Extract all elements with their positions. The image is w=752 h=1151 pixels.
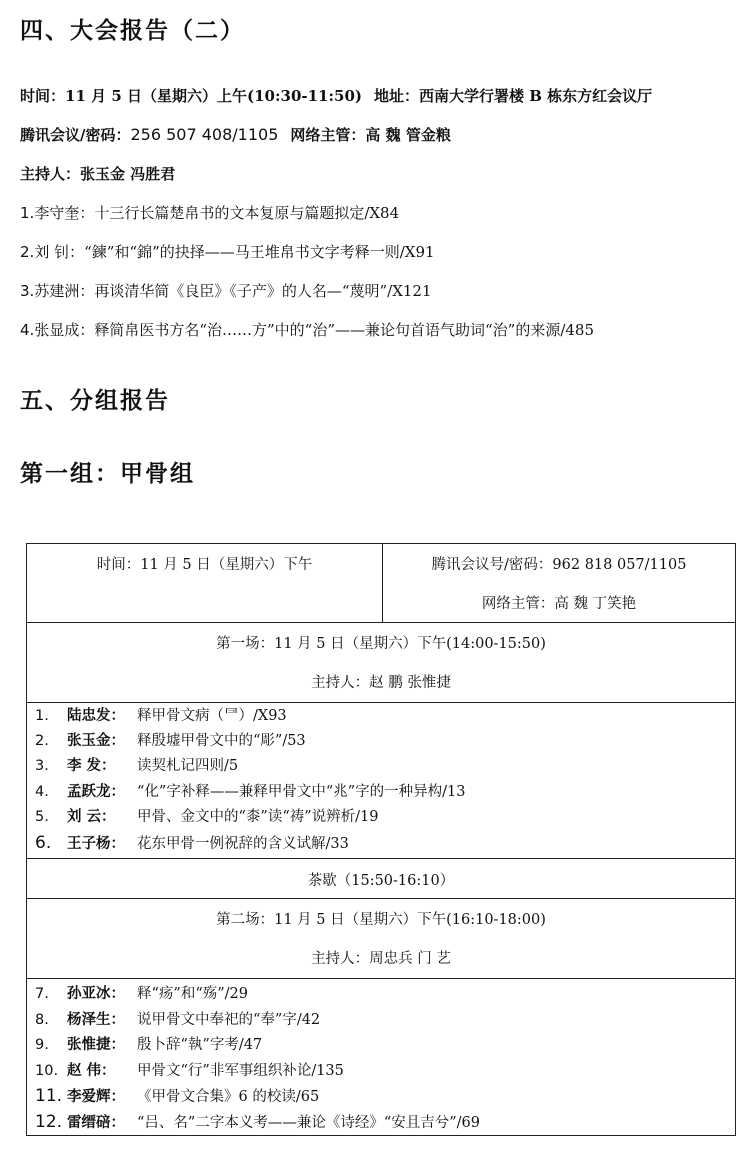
table-time: 时间：11 月 5 日（星期六）下午 [96, 557, 313, 573]
tencent-label: 腾讯会议/密码： [20, 126, 131, 144]
table-tencent: 腾讯会议号/密码：962 818 057/1105 [431, 557, 687, 573]
paper-title: 说甲骨文中奉祀的“奉”字/42 [137, 1012, 321, 1028]
item-number: 3. [35, 758, 49, 774]
session1-header-row [27, 623, 735, 703]
session1-title: 第一场：11 月 5 日（星期六）下午(14:00-15:50) [216, 636, 546, 652]
tencent-line [20, 124, 451, 145]
paper-title: 甲骨文“行”非军事组织补论/135 [137, 1063, 344, 1079]
list-item [35, 830, 349, 856]
address-label: 地址： [373, 87, 419, 105]
list-item [35, 1083, 319, 1109]
network-label: 网络主管： [290, 126, 366, 144]
item-number: 5. [35, 809, 49, 825]
list-item [35, 1007, 320, 1033]
report-item-2 [20, 241, 435, 262]
speaker-name: 赵 伟： [67, 1062, 116, 1079]
report-text: 苏建洲：再谈清华简《良臣》《子产》的人名—“蔑明”/X121 [34, 282, 432, 300]
session1-host: 主持人：赵 鹏 张惟捷 [311, 675, 451, 691]
list-item [35, 779, 466, 805]
paper-title: 释甲骨文病（⺜）/X93 [137, 708, 287, 724]
break-row [27, 859, 735, 899]
host-label: 主持人： [20, 165, 81, 183]
paper-title: 释“疡”和“殇”/29 [137, 986, 248, 1002]
section-heading-plenary: 四、大会报告（二） [20, 17, 245, 44]
report-number: 2. [20, 243, 35, 261]
session2-list [27, 979, 735, 1135]
report-text: 刘 钊：“鍊”和“錦”的抉择——马王堆帛书文字考释一则/X91 [34, 243, 435, 261]
table-network: 网络主管：高 魏 丁笑艳 [481, 596, 637, 612]
speaker-name: 张玉金： [67, 732, 125, 749]
item-number: 1. [35, 708, 49, 724]
host-value: 张玉金 冯胜君 [80, 165, 176, 183]
item-number: 9. [35, 1037, 49, 1053]
item-number: 7. [35, 986, 49, 1002]
speaker-name: 杨泽生： [67, 1011, 125, 1028]
speaker-name: 张惟捷： [67, 1036, 125, 1053]
session2-header-row [27, 899, 735, 979]
item-number: 6. [35, 833, 52, 853]
tencent-value: 256 507 408/1105 [130, 125, 279, 144]
speaker-name: 孙亚冰： [67, 985, 125, 1002]
host-line [20, 163, 175, 184]
tea-break: 茶歇（15:50-16:10） [307, 873, 455, 889]
speaker-name: 孟跃龙： [67, 783, 125, 800]
item-number: 4. [35, 784, 49, 800]
speaker-name: 李 发： [67, 757, 116, 774]
report-number: 1. [20, 204, 35, 222]
report-text: 李守奎：十三行长篇楚帛书的文本复原与篇题拟定/X84 [34, 204, 400, 222]
report-number: 4. [20, 321, 35, 339]
report-item-3 [20, 280, 432, 301]
address-value: 西南大学行署楼 B 栋东方红会议厅 [419, 87, 653, 105]
session2-host: 主持人：周忠兵 门 艺 [311, 951, 451, 967]
time-label: 时间： [20, 87, 66, 105]
list-item [35, 1058, 344, 1084]
report-item-4 [20, 319, 594, 340]
table-header-row [27, 544, 735, 623]
paper-title: 甲骨、金文中的“桼”读“祷”说辨析/19 [137, 809, 379, 825]
list-item [35, 1109, 480, 1135]
list-item [35, 804, 379, 830]
session2-title: 第二场：11 月 5 日（星期六）下午(16:10-18:00) [216, 912, 546, 928]
paper-title: “化”字补释——兼释甲骨文中“兆”字的一种异构/13 [137, 784, 466, 800]
item-number: 8. [35, 1012, 49, 1028]
paper-title: “吕、名”二字本义考——兼论《诗经》“安且吉兮”/69 [137, 1115, 480, 1131]
speaker-name: 雷缙碚： [67, 1114, 125, 1131]
time-value: 11 月 5 日（星期六）上午(10:30-11:50) [65, 87, 362, 105]
session1-list [27, 703, 735, 859]
speaker-name: 陆忠发： [67, 707, 125, 724]
section-heading-groups: 五、分组报告 [20, 387, 170, 414]
list-item [35, 981, 248, 1007]
item-number: 2. [35, 733, 49, 749]
list-item [35, 1032, 262, 1058]
list-item [35, 703, 287, 729]
paper-title: 花东甲骨一例祝辞的含义试解/33 [137, 836, 349, 852]
time-address-line [20, 85, 652, 106]
paper-title: 读契札记四则/5 [137, 758, 239, 774]
paper-title: 殷卜辞“執”字考/47 [137, 1037, 263, 1053]
list-item [35, 753, 238, 779]
group-heading: 第一组：甲骨组 [20, 460, 195, 487]
report-item-1 [20, 202, 399, 223]
report-number: 3. [20, 282, 35, 300]
speaker-name: 李爱辉： [67, 1088, 125, 1105]
list-item [35, 728, 306, 754]
paper-title: 《甲骨文合集》6 的校读/65 [137, 1089, 320, 1105]
item-number: 12. [35, 1112, 63, 1132]
report-text: 张显成：释简帛医书方名“治……方”中的“治”——兼论句首语气助词“治”的来源/485 [34, 321, 595, 339]
network-value: 高 魏 管金粮 [365, 126, 451, 144]
speaker-name: 刘 云： [67, 808, 116, 825]
paper-title: 释殷墟甲骨文中的“彫”/53 [137, 733, 306, 749]
schedule-table [26, 543, 736, 1136]
speaker-name: 王子杨： [67, 835, 125, 852]
item-number: 11. [35, 1086, 63, 1106]
item-number: 10. [35, 1063, 59, 1079]
